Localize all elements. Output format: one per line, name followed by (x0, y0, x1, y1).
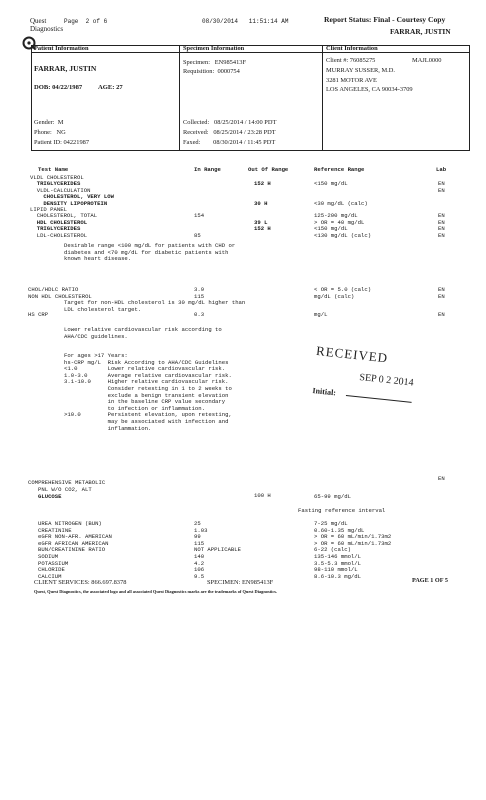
client-services: CLIENT SERVICES: 866.697.8378 (34, 579, 127, 586)
result-name: NON HDL CHOLESTEROL (28, 292, 92, 300)
cmp-result-value: 4.2 (194, 559, 205, 567)
patient-dob: DOB: 04/22/1987 (34, 84, 83, 91)
result-lab: EN (438, 212, 445, 220)
note-line: to infection or inflammation. (64, 404, 205, 412)
cmp-result-value: 9.5 (194, 572, 205, 580)
cmp-result-name: CALCIUM (38, 572, 62, 580)
info-divider-1 (179, 45, 180, 150)
result-name: TRIGLYCERIDES (30, 180, 81, 188)
result-reference: <150 mg/dL (314, 180, 348, 188)
result-name: CHOL/HDLC RATIO (28, 286, 79, 293)
note-line: 3.1-10.0 Higher relative cardiovascular risk. (64, 378, 229, 386)
note-line: Lower relative cardiovascular risk according to (64, 326, 222, 333)
glucose-name: GLUCOSE (38, 493, 62, 500)
print-datetime: 08/30/2014 11:51:14 AM (202, 18, 289, 25)
cmp-result-value: 1.03 (194, 526, 208, 534)
col-header-reference: Reference Range (314, 166, 365, 173)
result-lab: EN (438, 186, 445, 194)
cmp-result-reference: > OR = 60 mL/min/1.73m2 (314, 533, 392, 541)
client-doctor: MURRAY SUSSER, M.D. (326, 67, 395, 74)
result-out-range: 152 H (254, 180, 271, 188)
cmp-result-name: eGFR AFRICAN AMERICAN (38, 539, 109, 547)
glucose-value: 100 H (254, 492, 271, 499)
patient-name-header: FARRAR, JUSTIN (390, 27, 451, 36)
result-lab: EN (438, 218, 445, 226)
note-line: AHA/CDC guidelines. (64, 332, 128, 340)
result-in-range: 154 (194, 212, 205, 220)
client-number: Client #: 76085275 (326, 57, 376, 64)
result-reference: <130 mg/dL (calc) (314, 231, 372, 239)
result-reference: > OR = 40 mg/dL (314, 218, 365, 226)
collected-date: Collected: 08/25/2014 / 14:00 PDT (183, 119, 277, 126)
result-reference: <30 mg/dL (calc) (314, 199, 368, 207)
result-reference: mg/dL (calc) (314, 292, 355, 300)
result-name: TRIGLYCERIDES (30, 225, 81, 233)
cmp-result-reference: 0.60-1.35 mg/dL (314, 526, 365, 534)
note-line: LDL cholesterol target. (64, 305, 142, 313)
cmp-result-value: NOT APPLICABLE (194, 546, 241, 554)
note-line: may be associated with infection and (64, 418, 229, 425)
note-line: in the baseline CRP value secondary (64, 398, 226, 406)
glucose-reference: 65-99 mg/dL (314, 493, 351, 500)
result-name: VLDL CHOLESTEROL (30, 174, 84, 181)
cmp-title: COMPREHENSIVE METABOLIC (28, 479, 106, 486)
cmp-result-value: 140 (194, 553, 205, 560)
result-name: DENSITY LIPOPROTEIN (30, 199, 108, 207)
patient-age: AGE: 27 (98, 84, 123, 91)
cmp-result-reference: 135-146 mmol/L (314, 553, 361, 560)
result-lab: EN (438, 225, 445, 233)
cmp-result-name: eGFR NON-AFR. AMERICAN (38, 533, 112, 541)
cmp-result-reference: 98-110 mmol/L (314, 566, 358, 574)
col-header-test: Test Name (38, 166, 69, 173)
client-section-title: Client Information (326, 45, 378, 52)
cmp-result-name: POTASSIUM (38, 559, 69, 567)
patient-name: FARRAR, JUSTIN (34, 64, 97, 73)
result-reference: 125-200 mg/dL (314, 212, 358, 220)
page-number: Page 2 of 6 (64, 18, 108, 25)
note-line: <1.0 Lower relative cardiovascular risk. (64, 365, 226, 373)
patient-id: Patient ID: 04221987 (34, 139, 90, 146)
note-line: 1.0-3.0 Average relative cardiovascular risk. (64, 371, 232, 379)
cmp-result-name: CREATININE (38, 526, 72, 534)
result-out-range: 39 L (254, 218, 268, 226)
cmp-result-name: SODIUM (38, 553, 59, 560)
hscrp-value: 0.3 (194, 311, 205, 318)
col-header-out-range: Out Of Range (248, 166, 289, 173)
received-stamp-date: SEP 0 2 2014 (358, 372, 415, 389)
report-status: Report Status: Final - Courtesy Copy (324, 15, 446, 24)
note-line: Target for non-HDL cholesterol is 30 mg/dL higher than (64, 299, 246, 306)
requisition-number: Requisition: 0000754 (183, 68, 240, 75)
result-lab: EN (438, 180, 445, 188)
initials-line (346, 395, 412, 403)
cmp-result-reference: > OR = 60 mL/min/1.73m2 (314, 539, 392, 547)
result-name: CHOLESTEROL, TOTAL (30, 212, 98, 220)
client-code: MAJL0000 (412, 57, 442, 64)
specimen-section-title: Specimen Information (183, 45, 245, 52)
result-in-range: 3.9 (194, 286, 205, 293)
note-line: inflammation. (64, 424, 152, 432)
patient-phone: Phone: NG (34, 129, 66, 136)
logo-line2: Diagnostics (30, 25, 64, 33)
info-header-divider (31, 52, 469, 53)
col-header-lab: Lab (436, 166, 447, 173)
result-reference: <150 mg/dL (314, 225, 348, 233)
result-in-range: 85 (194, 231, 201, 239)
note-line: diabetes and <70 mg/dL for diabetic patients with (64, 248, 229, 256)
result-lab: EN (438, 292, 445, 300)
note-line: hs-CRP mg/L Risk According to AHA/CDC Guidelines (64, 358, 229, 366)
cmp-subtitle: PNL W/O CO2, ALT (38, 486, 92, 493)
patient-section-title: Patient Information (34, 45, 89, 52)
hscrp-reference: mg/L (314, 311, 328, 318)
specimen-id: Specimen: EN985413F (183, 59, 247, 66)
note-line: >10.0 Persistent elevation, upon retesting, (64, 411, 232, 419)
result-out-range: 30 H (254, 199, 268, 207)
cmp-result-reference: 3.5-5.3 mmol/L (314, 559, 361, 567)
note-line: Consider retesting in 1 to 2 weeks to (64, 385, 232, 392)
note-line: Desirable range <100 mg/dL for patients with CHD or (64, 242, 236, 249)
footer-page: PAGE 1 OF 5 (412, 577, 448, 584)
cmp-result-reference: 8.6-10.3 mg/dL (314, 572, 361, 580)
result-name: LDL-CHOLESTEROL (30, 231, 88, 239)
cmp-result-value: 106 (194, 566, 205, 574)
footer-specimen: SPECIMEN: EN985413F (207, 579, 274, 586)
fasting-note: Fasting reference interval (298, 507, 386, 514)
note-line: exclude a benign transient elevation (64, 391, 229, 399)
result-name: VLDL-CALCULATION (30, 186, 91, 194)
cmp-result-value: 25 (194, 520, 201, 527)
logo-line1: Quest (30, 17, 47, 25)
received-date: Received: 08/25/2014 / 23:28 PDT (183, 129, 276, 136)
cmp-result-reference: 7-25 mg/dL (314, 520, 348, 527)
result-name: HDL CHOLESTEROL (30, 218, 88, 226)
note-line: For ages >17 Years: (64, 352, 128, 359)
cmp-result-reference: 6-22 (calc) (314, 546, 351, 554)
cmp-lab: EN (438, 475, 445, 482)
result-out-range: 152 H (254, 225, 271, 233)
received-stamp: RECEIVED (315, 343, 389, 366)
col-header-in-range: In Range (194, 166, 221, 173)
result-lab: EN (438, 286, 445, 293)
patient-gender: Gender: M (34, 119, 64, 126)
info-divider-2 (322, 45, 323, 150)
hscrp-name: HS CRP (28, 311, 49, 318)
trademark-note: Quest, Quest Diagnostics, the associated logo and all associated Quest Diagnostics marks are the trademarks of Quest Diagnostics. (34, 589, 278, 594)
result-name: LIPID PANEL (30, 206, 67, 213)
hscrp-lab: EN (438, 311, 445, 318)
cmp-result-name: UREA NITROGEN (BUN) (38, 520, 102, 527)
cmp-result-value: 115 (194, 539, 205, 547)
client-address-line2: LOS ANGELES, CA 90034-3709 (326, 86, 413, 93)
cmp-result-value: 99 (194, 533, 201, 541)
faxed-date: Faxed: 08/30/2014 / 11:45 PDT (183, 139, 276, 146)
client-address-line1: 3281 MOTOR AVE (326, 77, 377, 84)
result-in-range: 115 (194, 292, 205, 300)
note-line: known heart disease. (64, 255, 132, 263)
received-stamp-initials: Initial: (312, 386, 337, 398)
result-reference: < OR = 5.0 (calc) (314, 286, 372, 293)
cmp-result-name: CHLORIDE (38, 566, 65, 574)
result-lab: EN (438, 231, 445, 239)
result-name: CHOLESTEROL, VERY LOW (30, 193, 114, 201)
cmp-result-name: BUN/CREATININE RATIO (38, 546, 106, 554)
